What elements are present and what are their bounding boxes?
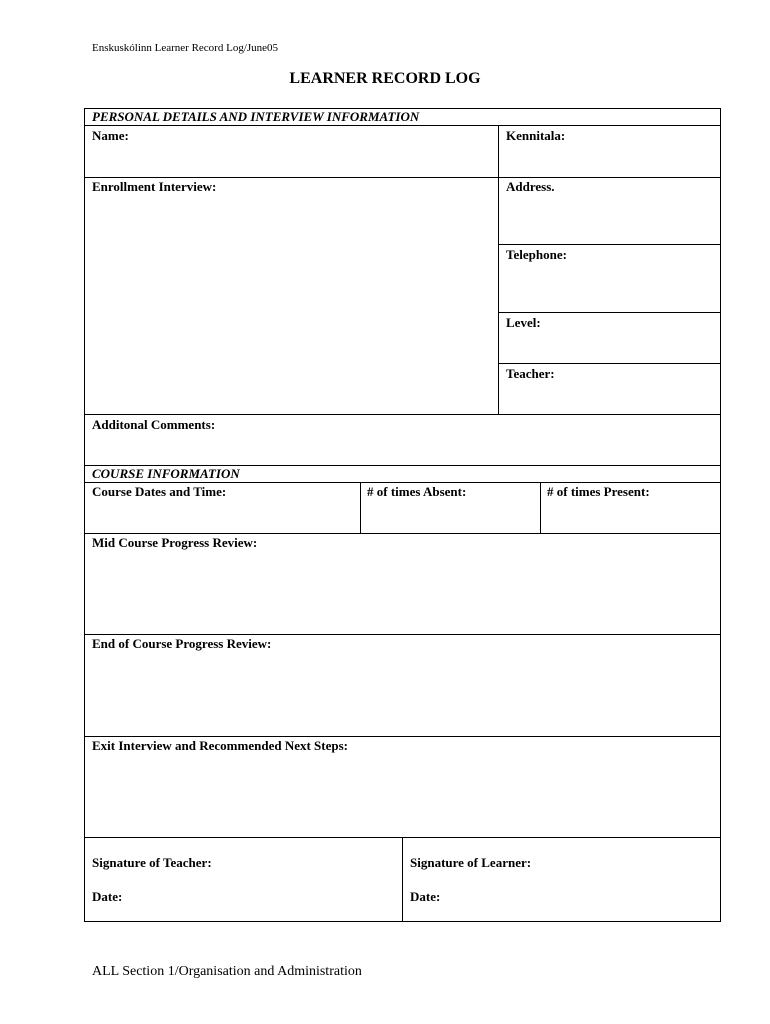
telephone-field[interactable]: Telephone: xyxy=(506,247,567,262)
document-footer: ALL Section 1/Organisation and Administration xyxy=(92,964,362,979)
enrollment-interview-field[interactable]: Enrollment Interview: xyxy=(92,179,217,194)
learner-record-form xyxy=(84,108,721,922)
personal-section-title: PERSONAL DETAILS AND INTERVIEW INFORMATION xyxy=(92,109,420,124)
divider xyxy=(498,312,721,313)
divider xyxy=(360,482,361,533)
document-header: Enskuskólinn Learner Record Log/June05 xyxy=(92,42,279,54)
course-section-title: COURSE INFORMATION xyxy=(92,466,240,481)
learner-date-field[interactable]: Date: xyxy=(410,889,441,904)
mid-course-review-field[interactable]: Mid Course Progress Review: xyxy=(92,535,258,550)
teacher-date-field[interactable]: Date: xyxy=(92,889,123,904)
divider xyxy=(84,533,721,534)
address-field[interactable]: Address. xyxy=(506,179,555,194)
divider xyxy=(84,482,721,483)
additional-comments-field[interactable]: Additonal Comments: xyxy=(92,417,216,432)
divider xyxy=(84,177,721,178)
divider xyxy=(84,634,721,635)
divider xyxy=(498,244,721,245)
form-border xyxy=(84,108,721,922)
divider xyxy=(498,125,499,414)
document-title: LEARNER RECORD LOG xyxy=(289,70,481,87)
divider xyxy=(84,736,721,737)
learner-signature-field[interactable]: Signature of Learner: xyxy=(410,855,532,870)
times-present-field[interactable]: # of times Present: xyxy=(547,484,650,499)
teacher-signature-field[interactable]: Signature of Teacher: xyxy=(92,855,212,870)
divider xyxy=(402,837,403,922)
divider xyxy=(84,125,721,126)
kennitala-field[interactable]: Kennitala: xyxy=(506,128,566,143)
end-course-review-field[interactable]: End of Course Progress Review: xyxy=(92,636,272,651)
level-field[interactable]: Level: xyxy=(506,315,541,330)
exit-interview-field[interactable]: Exit Interview and Recommended Next Steps: xyxy=(92,738,349,753)
teacher-field[interactable]: Teacher: xyxy=(506,366,555,381)
divider xyxy=(540,482,541,533)
course-dates-field[interactable]: Course Dates and Time: xyxy=(92,484,227,499)
divider xyxy=(498,363,721,364)
divider xyxy=(84,414,721,415)
name-field[interactable]: Name: xyxy=(92,128,129,143)
times-absent-field[interactable]: # of times Absent: xyxy=(367,484,467,499)
